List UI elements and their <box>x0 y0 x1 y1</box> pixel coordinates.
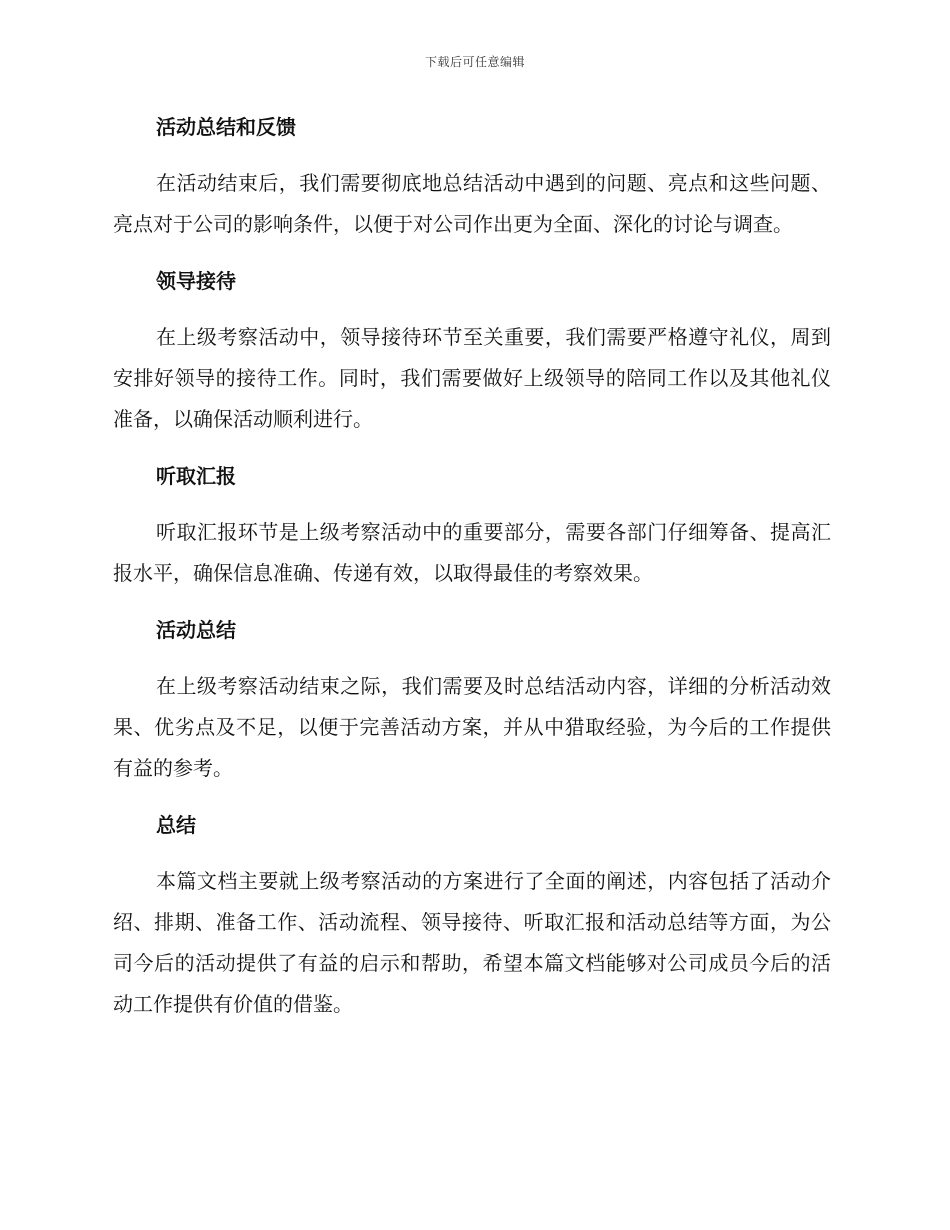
section-conclusion <box>113 806 831 1025</box>
section-paragraph: 在上级考察活动结束之际，我们需要及时总结活动内容，详细的分析活动效果、优劣点及不足，以便于完善活动方案，并从中猎取经验，为今后的工作提供有益的参考。 <box>113 674 831 780</box>
header-note: 下载后可任意编辑 <box>424 55 525 69</box>
section-activity-summary <box>113 611 831 806</box>
section-paragraph: 听取汇报环节是上级考察活动中的重要部分，需要各部门仔细筹备、提高汇报水平，确保信息准确、传递有效，以取得最佳的考察效果。 <box>113 520 831 585</box>
section-listen-report <box>113 457 831 611</box>
section-leader-reception <box>113 262 831 457</box>
section-heading: 总结 <box>156 813 196 837</box>
section-paragraph: 在活动结束后，我们需要彻底地总结活动中遇到的问题、亮点和这些问题、亮点对于公司的影响条件，以便于对公司作出更为全面、深化的讨论与调查。 <box>113 171 831 236</box>
section-activity-summary-feedback <box>113 108 831 262</box>
section-heading: 领导接待 <box>156 269 236 293</box>
section-heading: 活动总结和反馈 <box>156 115 296 139</box>
document-body <box>113 108 831 1025</box>
section-heading: 听取汇报 <box>156 464 236 488</box>
section-heading: 活动总结 <box>156 618 236 642</box>
section-paragraph: 在上级考察活动中，领导接待环节至关重要，我们需要严格遵守礼仪，周到安排好领导的接待工作。同时，我们需要做好上级领导的陪同工作以及其他礼仪准备，以确保活动顺利进行。 <box>113 325 831 431</box>
section-paragraph: 本篇文档主要就上级考察活动的方案进行了全面的阐述，内容包括了活动介绍、排期、准备工作、活动流程、领导接待、听取汇报和活动总结等方面，为公司今后的活动提供了有益的启示和帮助，希望本篇文档能够对公司成员今后的活动工作提供有价值的借鉴。 <box>113 869 831 1016</box>
